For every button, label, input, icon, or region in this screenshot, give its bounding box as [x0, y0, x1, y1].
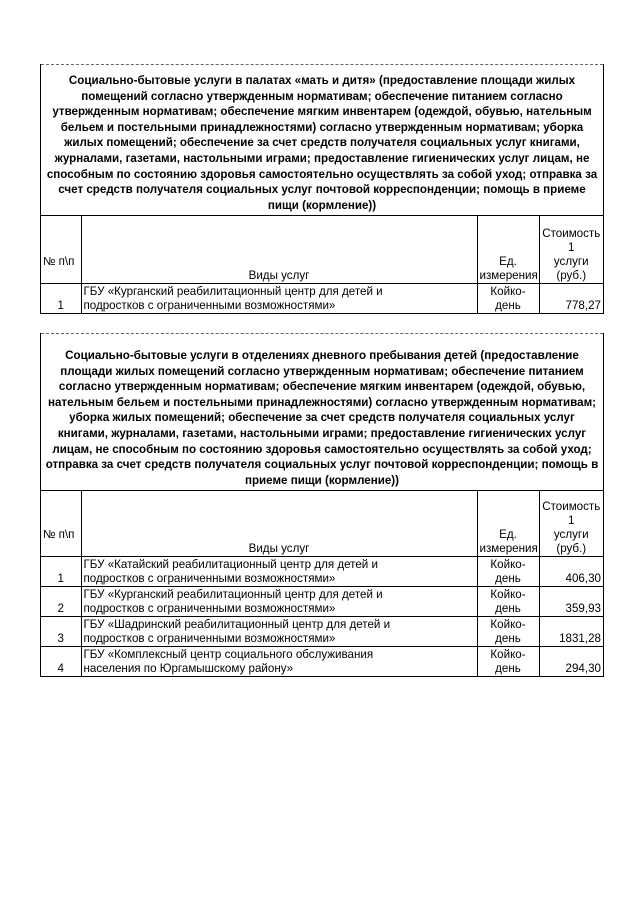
- row-number: 1: [41, 557, 81, 587]
- row-service-name: [81, 557, 477, 587]
- column-header-num: № п\п: [41, 491, 81, 557]
- unit-header-line1: Ед.: [499, 255, 517, 269]
- table-row: [41, 557, 603, 587]
- cost-header-line4: (руб.): [556, 269, 587, 283]
- section-top-border: [41, 64, 603, 65]
- unit-line2: день: [495, 602, 521, 616]
- row-unit: [477, 587, 539, 617]
- section-top-border: [41, 333, 603, 334]
- service-name-line1: ГБУ «Шадринский реабилитационный центр для детей и: [83, 618, 391, 632]
- service-name-line1: ГБУ «Комплексный центр социального обслуживания: [83, 648, 374, 662]
- row-number: 4: [41, 647, 81, 677]
- unit-line1: Койко-: [490, 285, 526, 299]
- service-name-line2: подростков с ограниченными возможностями»: [83, 299, 336, 313]
- cost-header-line1: Стоимость: [542, 500, 601, 514]
- table-header-row: [41, 216, 603, 284]
- service-name-line2: подростков с ограниченными возможностями»: [83, 572, 336, 586]
- row-number: 1: [41, 284, 81, 314]
- table-row: [41, 587, 603, 617]
- column-header-name: Виды услуг: [81, 216, 477, 284]
- cost-header-line3: услуги: [553, 528, 589, 542]
- unit-line2: день: [495, 632, 521, 646]
- unit-line2: день: [495, 299, 521, 313]
- services-table: [41, 490, 603, 677]
- unit-line1: Койко-: [490, 618, 526, 632]
- row-unit: [477, 647, 539, 677]
- unit-line2: день: [495, 662, 521, 676]
- unit-line1: Койко-: [490, 588, 526, 602]
- cost-header-line3: услуги: [553, 255, 589, 269]
- service-name-line2: подростков с ограниченными возможностями»: [83, 602, 336, 616]
- service-name-line2: населения по Юргамышскому району»: [83, 662, 294, 676]
- row-number: 2: [41, 587, 81, 617]
- unit-line1: Койко-: [490, 558, 526, 572]
- table-row: [41, 647, 603, 677]
- cost-header-line2: 1: [568, 241, 575, 255]
- row-service-name: [81, 587, 477, 617]
- column-header-unit: [477, 216, 539, 284]
- row-cost: 778,27: [539, 284, 603, 314]
- row-service-name: [81, 647, 477, 677]
- row-unit: [477, 617, 539, 647]
- row-unit: [477, 557, 539, 587]
- row-cost: 294,30: [539, 647, 603, 677]
- section-mother-child: [40, 64, 604, 314]
- table-header-row: [41, 491, 603, 557]
- row-service-name: [81, 617, 477, 647]
- unit-header-line2: измерения: [479, 269, 538, 283]
- unit-header-line2: измерения: [479, 542, 538, 556]
- column-header-unit: [477, 491, 539, 557]
- row-cost: 359,93: [539, 587, 603, 617]
- row-service-name: [81, 284, 477, 314]
- unit-line2: день: [495, 572, 521, 586]
- section-day-care: [40, 333, 604, 677]
- service-name-line1: ГБУ «Курганский реабилитационный центр для детей и: [83, 285, 383, 299]
- unit-header-line1: Ед.: [499, 528, 517, 542]
- column-header-cost: [539, 216, 603, 284]
- table-row: [41, 284, 603, 314]
- column-header-cost: [539, 491, 603, 557]
- row-number: 3: [41, 617, 81, 647]
- column-header-num: № п\п: [41, 216, 81, 284]
- service-name-line1: ГБУ «Курганский реабилитационный центр для детей и: [83, 588, 383, 602]
- column-header-name: Виды услуг: [81, 491, 477, 557]
- row-cost: 1831,28: [539, 617, 603, 647]
- cost-header-line1: Стоимость: [542, 227, 601, 241]
- service-name-line1: ГБУ «Катайский реабилитационный центр для детей и: [83, 558, 378, 572]
- row-cost: 406,30: [539, 557, 603, 587]
- row-unit: [477, 284, 539, 314]
- service-name-line2: подростков с ограниченными возможностями»: [83, 632, 336, 646]
- section-heading: Социально-бытовые услуги в отделениях дневного пребывания детей (предоставление площади жилых помещений согласно утвержденным нормативам; обеспечение питанием согласно утвержденным нормативам; обеспечение мягким инвентарем (одеждой, обувью, нательным бельем и постельными принадлежностями) согласно утвержденным нормативам; уборка жилых помещений; обеспечение за счет средств получателя социальных услуг книгами, журналами, газетами, настольными играми; предоставление гигиенических услуг лицам, не способным по состоянию здоровья самостоятельно осуществлять за собой уход; отправка за счет средств получателя социальных услуг почтовой корреспонденции; помощь в приеме пищи (кормление)): [45, 349, 599, 487]
- cost-header-line2: 1: [568, 514, 575, 528]
- services-table: [41, 215, 603, 314]
- section-heading: Социально-бытовые услуги в палатах «мать и дитя» (предоставление площади жилых помещений согласно утвержденным нормативам; обеспечение питанием согласно утвержденным нормативам; обеспечение мягким инвентарем (одеждой, обувью, нательным бельем и постельными принадлежностями) согласно утвержденным нормативам; уборка жилых помещений; обеспечение за счет средств получателя социальных услуг книгами, журналами, газетами, настольными играми; предоставление гигиенических услуг лицам, не способным по состоянию здоровья самостоятельно осуществлять за собой уход; отправка за счет средств получателя социальных услуг почтовой корреспонденции; помощь в приеме пищи (кормление)): [46, 74, 598, 212]
- table-row: [41, 617, 603, 647]
- cost-header-line4: (руб.): [556, 542, 587, 556]
- unit-line1: Койко-: [490, 648, 526, 662]
